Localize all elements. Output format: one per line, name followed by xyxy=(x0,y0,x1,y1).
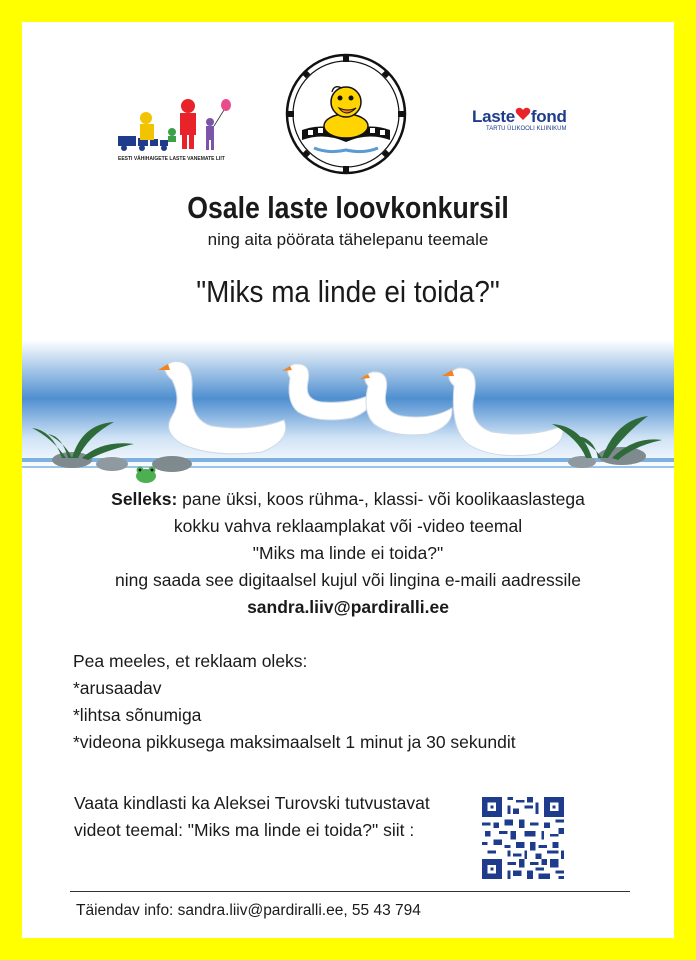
instructions-lead: Selleks: xyxy=(111,489,178,509)
instructions-line-3: "Miks ma linde ei toida?" xyxy=(252,543,444,563)
children-figures-icon xyxy=(116,96,242,156)
lastefond-part1: Laste xyxy=(472,107,515,126)
instructions-line-2: kokku vahva reklaamplakat või -video teemal xyxy=(173,516,523,536)
lastefond-wordmark xyxy=(472,106,567,127)
parents-association-logo xyxy=(116,96,242,166)
lastefond-logo xyxy=(468,104,580,152)
lastefond-part2: fond xyxy=(530,107,567,126)
heart-icon xyxy=(515,106,531,127)
swan-lake-illustration xyxy=(22,340,674,490)
qr-code-icon[interactable] xyxy=(482,797,564,879)
video-line-2: videot teemal: "Miks ma linde ei toida?" siit : xyxy=(74,820,415,840)
page-title: Osale laste loovkonkursil xyxy=(187,190,509,225)
topic-heading: "Miks ma linde ei toida?" xyxy=(196,274,500,309)
requirement-item: *arusaadav xyxy=(73,678,162,698)
instructions-block xyxy=(22,486,674,621)
video-reference xyxy=(74,790,494,844)
page-subtitle: ning aita pöörata tähelepanu teemale xyxy=(207,230,489,249)
lastefond-caption: TARTU ÜLIKOOLI KLIINIKUM xyxy=(486,126,567,132)
poster xyxy=(22,22,674,938)
footer-divider xyxy=(70,891,630,892)
contest-email: sandra.liiv@pardiralli.ee xyxy=(247,597,449,617)
duck-rally-logo xyxy=(284,52,408,176)
instructions-line-4: ning saada see digitaalsel kujul või lingina e-maili aadressile xyxy=(115,570,581,590)
instructions-line-1-text: pane üksi, koos rühma-, klassi- või koolikaaslastega xyxy=(177,489,585,509)
requirement-item: *lihtsa sõnumiga xyxy=(73,705,202,725)
duck-icon xyxy=(284,52,408,176)
requirements-intro: Pea meeles, et reklaam oleks: xyxy=(73,651,308,671)
video-line-1: Vaata kindlasti ka Aleksei Turovski tutvustavat xyxy=(74,793,430,813)
requirement-item: *videona pikkusega maksimaalselt 1 minut ja 30 sekundit xyxy=(73,732,516,752)
requirements-list xyxy=(73,648,633,756)
parents-association-caption: EESTI VÄHIHAIGETE LASTE VANEMATE LIIT xyxy=(118,156,225,162)
instructions-line-1 xyxy=(22,486,674,513)
footer-contact: Täiendav info: sandra.liiv@pardiralli.ee, 55 43 794 xyxy=(76,902,421,919)
